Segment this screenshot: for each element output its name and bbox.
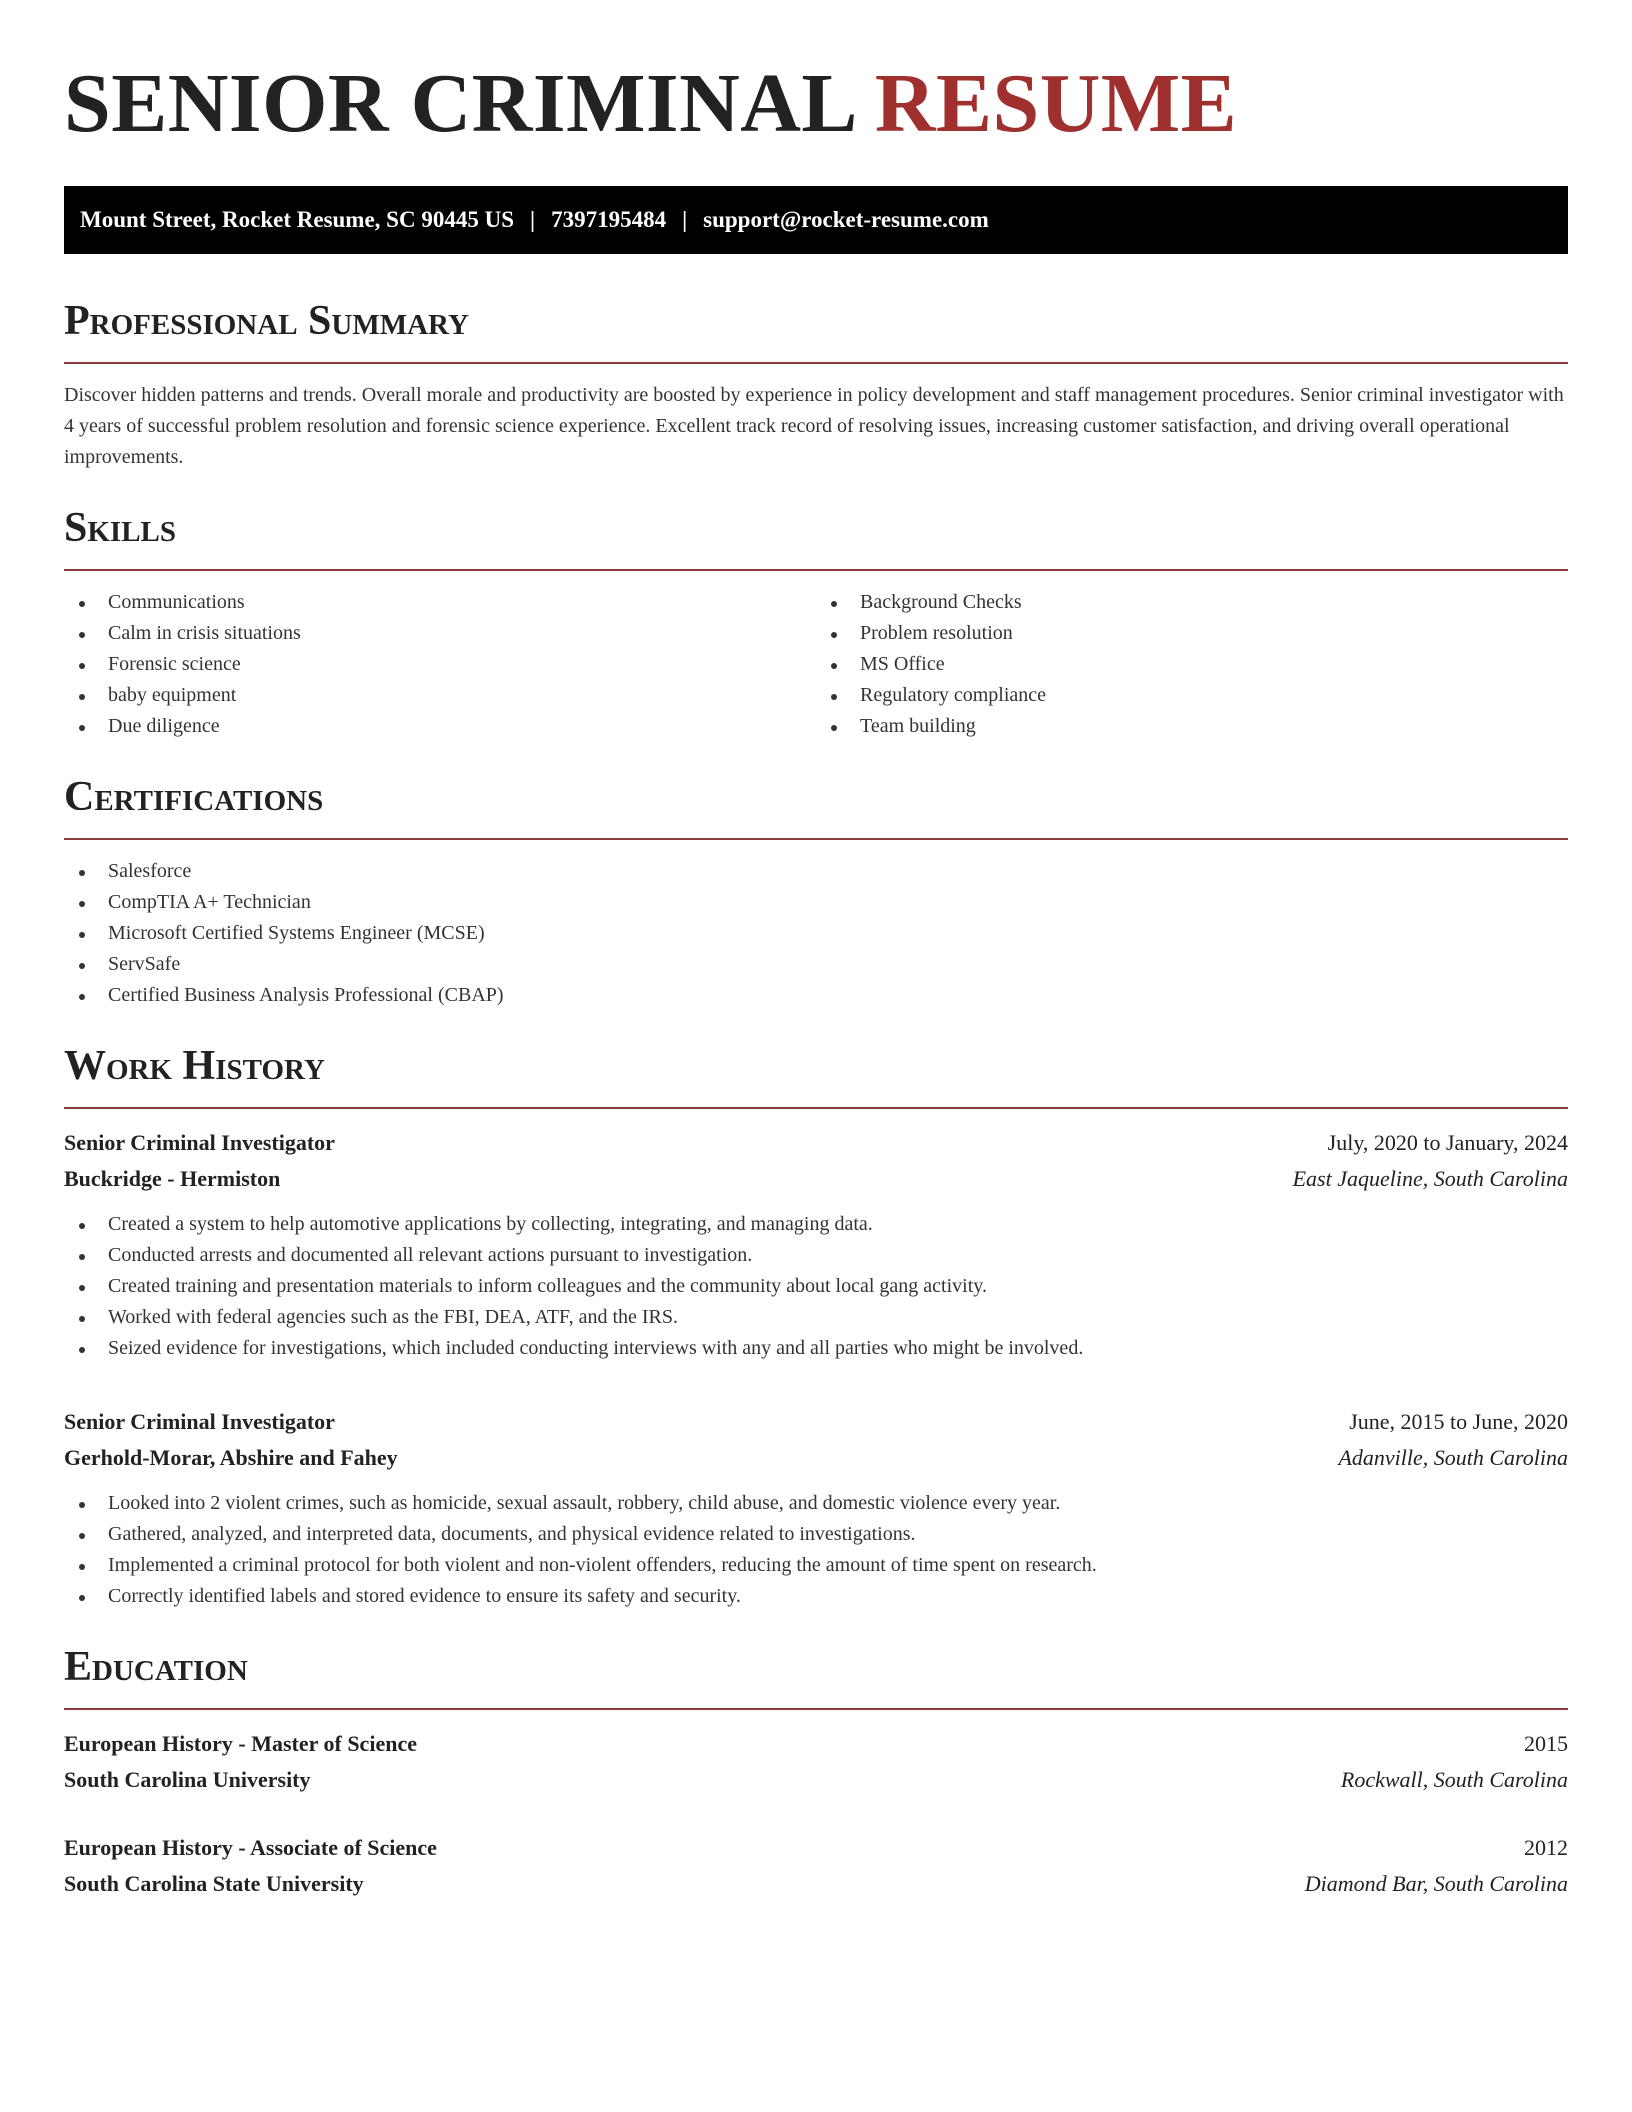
bullet-icon (79, 870, 85, 876)
certification-label: ServSafe (108, 953, 181, 975)
education-section (64, 1642, 1568, 1902)
skills-section (64, 503, 1568, 742)
bullet-icon (79, 932, 85, 938)
job-bullets (64, 1209, 1568, 1364)
job-bullet (64, 1488, 1568, 1519)
section-divider (64, 569, 1568, 571)
skill-label: Calm in crisis situations (108, 622, 301, 644)
bullet-icon (79, 963, 85, 969)
bullet-icon (79, 1595, 85, 1601)
bullet-icon (79, 663, 85, 669)
skill-label: Forensic science (108, 653, 241, 675)
certification-item (64, 980, 1568, 1011)
section-divider (64, 1107, 1568, 1109)
bullet-icon (79, 1347, 85, 1353)
certification-item (64, 887, 1568, 918)
bullet-icon (79, 632, 85, 638)
section-divider (64, 838, 1568, 840)
job-bullet (64, 1240, 1568, 1271)
skill-label: Problem resolution (860, 622, 1013, 644)
bullet-icon (79, 694, 85, 700)
skill-label: Due diligence (108, 715, 220, 737)
skill-item (816, 649, 1568, 680)
education-degree-row (64, 1830, 1568, 1866)
job-bullet-text: Implemented a criminal protocol for both violent and non-violent offenders, reducing the amount of time spent on research. (108, 1554, 1097, 1576)
skill-item (816, 587, 1568, 618)
job-bullet (64, 1581, 1568, 1612)
job-bullet-text: Looked into 2 violent crimes, such as homicide, sexual assault, robbery, child abuse, and domestic violence every year. (108, 1492, 1061, 1514)
certification-label: Microsoft Certified Systems Engineer (MCSE) (108, 922, 485, 944)
certification-item (64, 856, 1568, 887)
contact-bar (64, 186, 1568, 254)
bullet-icon (79, 1254, 85, 1260)
education-year: 2015 (1524, 1731, 1568, 1756)
job-bullet-text: Gathered, analyzed, and interpreted data, documents, and physical evidence related to investigations. (108, 1523, 916, 1545)
summary-text: Discover hidden patterns and trends. Overall morale and productivity are boosted by experience in policy development and staff management procedures. Senior criminal investigator with 4 years of successful problem resolution and forensic science experience. Excellent track record of resolving issues, increasing customer satisfaction, and driving overall operational improvements. (64, 384, 1564, 468)
education-heading: Education (64, 1644, 248, 1690)
bullet-icon (79, 1285, 85, 1291)
certification-label: Salesforce (108, 860, 192, 882)
job-company: Buckridge - Hermiston (64, 1166, 281, 1191)
bullet-icon (79, 601, 85, 607)
bullet-icon (831, 694, 837, 700)
skill-item (816, 711, 1568, 742)
skill-label: MS Office (860, 653, 945, 675)
bullet-icon (831, 601, 837, 607)
education-school: South Carolina State University (64, 1871, 364, 1896)
skill-label: Regulatory compliance (860, 684, 1047, 706)
job-bullet-text: Created a system to help automotive applications by collecting, integrating, and managing data. (108, 1213, 873, 1235)
job-entry (64, 1125, 1568, 1364)
bullet-icon (79, 1533, 85, 1539)
work-history-section (64, 1041, 1568, 1612)
skill-label: Communications (108, 591, 245, 613)
certification-item (64, 918, 1568, 949)
skills-list-right (816, 587, 1568, 742)
contact-separator: | (682, 207, 688, 232)
bullet-icon (831, 663, 837, 669)
summary-section (64, 296, 1568, 473)
bullet-icon (831, 632, 837, 638)
job-entry (64, 1404, 1568, 1612)
education-entry (64, 1726, 1568, 1798)
certifications-heading: Certifications (64, 774, 324, 820)
bullet-icon (79, 901, 85, 907)
job-bullet-text: Worked with federal agencies such as the FBI, DEA, ATF, and the IRS. (108, 1306, 678, 1328)
job-location: East Jaqueline, South Carolina (1292, 1166, 1568, 1191)
job-bullet (64, 1550, 1568, 1581)
certifications-section (64, 772, 1568, 1011)
bullet-icon (79, 1316, 85, 1322)
certification-item (64, 949, 1568, 980)
certifications-list (64, 856, 1568, 1011)
job-bullet (64, 1209, 1568, 1240)
education-degree: European History - Associate of Science (64, 1835, 437, 1860)
job-location: Adanville, South Carolina (1338, 1445, 1568, 1470)
job-dates: June, 2015 to June, 2020 (1349, 1409, 1568, 1434)
skills-list-left (64, 587, 816, 742)
skill-label: Team building (860, 715, 976, 737)
bullet-icon (79, 725, 85, 731)
education-school-row (64, 1866, 1568, 1902)
section-divider (64, 362, 1568, 364)
job-bullets (64, 1488, 1568, 1612)
job-company: Gerhold-Morar, Abshire and Fahey (64, 1445, 398, 1470)
education-location: Diamond Bar, South Carolina (1304, 1871, 1568, 1896)
certification-label: CompTIA A+ Technician (108, 891, 311, 913)
education-year: 2012 (1524, 1835, 1568, 1860)
section-divider (64, 1708, 1568, 1710)
job-bullet-text: Seized evidence for investigations, which included conducting interviews with any and all parties who might be involved. (108, 1337, 1084, 1359)
job-company-row (64, 1161, 1568, 1197)
skill-item (816, 680, 1568, 711)
education-entry (64, 1830, 1568, 1902)
skill-item (64, 711, 816, 742)
skill-item (64, 680, 816, 711)
bullet-icon (831, 725, 837, 731)
skill-item (816, 618, 1568, 649)
title-accent: RESUME (874, 57, 1238, 150)
certification-label: Certified Business Analysis Professional (CBAP) (108, 984, 504, 1006)
education-location: Rockwall, South Carolina (1340, 1767, 1568, 1792)
skill-item (64, 587, 816, 618)
phone-text: 7397195484 (551, 207, 667, 232)
job-bullet-text: Created training and presentation materials to inform colleagues and the community about local gang activity. (108, 1275, 987, 1297)
job-bullet (64, 1302, 1568, 1333)
job-bullet-text: Conducted arrests and documented all relevant actions pursuant to investigation. (108, 1244, 753, 1266)
job-company-row (64, 1440, 1568, 1476)
bullet-icon (79, 1564, 85, 1570)
job-dates: July, 2020 to January, 2024 (1327, 1130, 1568, 1155)
education-school: South Carolina University (64, 1767, 311, 1792)
job-title: Senior Criminal Investigator (64, 1130, 335, 1155)
job-bullet (64, 1333, 1568, 1364)
work-history-heading: Work History (64, 1043, 325, 1089)
job-header-row (64, 1404, 1568, 1440)
title-main: SENIOR CRIMINAL (64, 57, 854, 150)
education-school-row (64, 1762, 1568, 1798)
skills-heading: Skills (64, 505, 177, 551)
bullet-icon (79, 1223, 85, 1229)
contact-separator: | (529, 207, 536, 232)
skill-item (64, 649, 816, 680)
resume-title (64, 56, 1568, 152)
skill-label: Background Checks (860, 591, 1022, 613)
skills-grid (64, 587, 1568, 742)
job-bullet (64, 1519, 1568, 1550)
skill-label: baby equipment (108, 684, 237, 706)
education-degree: European History - Master of Science (64, 1731, 417, 1756)
job-bullet-text: Correctly identified labels and stored evidence to ensure its safety and security. (108, 1585, 741, 1607)
education-degree-row (64, 1726, 1568, 1762)
bullet-icon (79, 1502, 85, 1508)
skill-item (64, 618, 816, 649)
job-title: Senior Criminal Investigator (64, 1409, 335, 1434)
job-header-row (64, 1125, 1568, 1161)
bullet-icon (79, 994, 85, 1000)
address-text: Mount Street, Rocket Resume, SC 90445 US (80, 207, 514, 232)
email-link[interactable]: support@rocket-resume.com (703, 207, 989, 232)
summary-heading: Professional Summary (64, 298, 469, 344)
job-bullet (64, 1271, 1568, 1302)
